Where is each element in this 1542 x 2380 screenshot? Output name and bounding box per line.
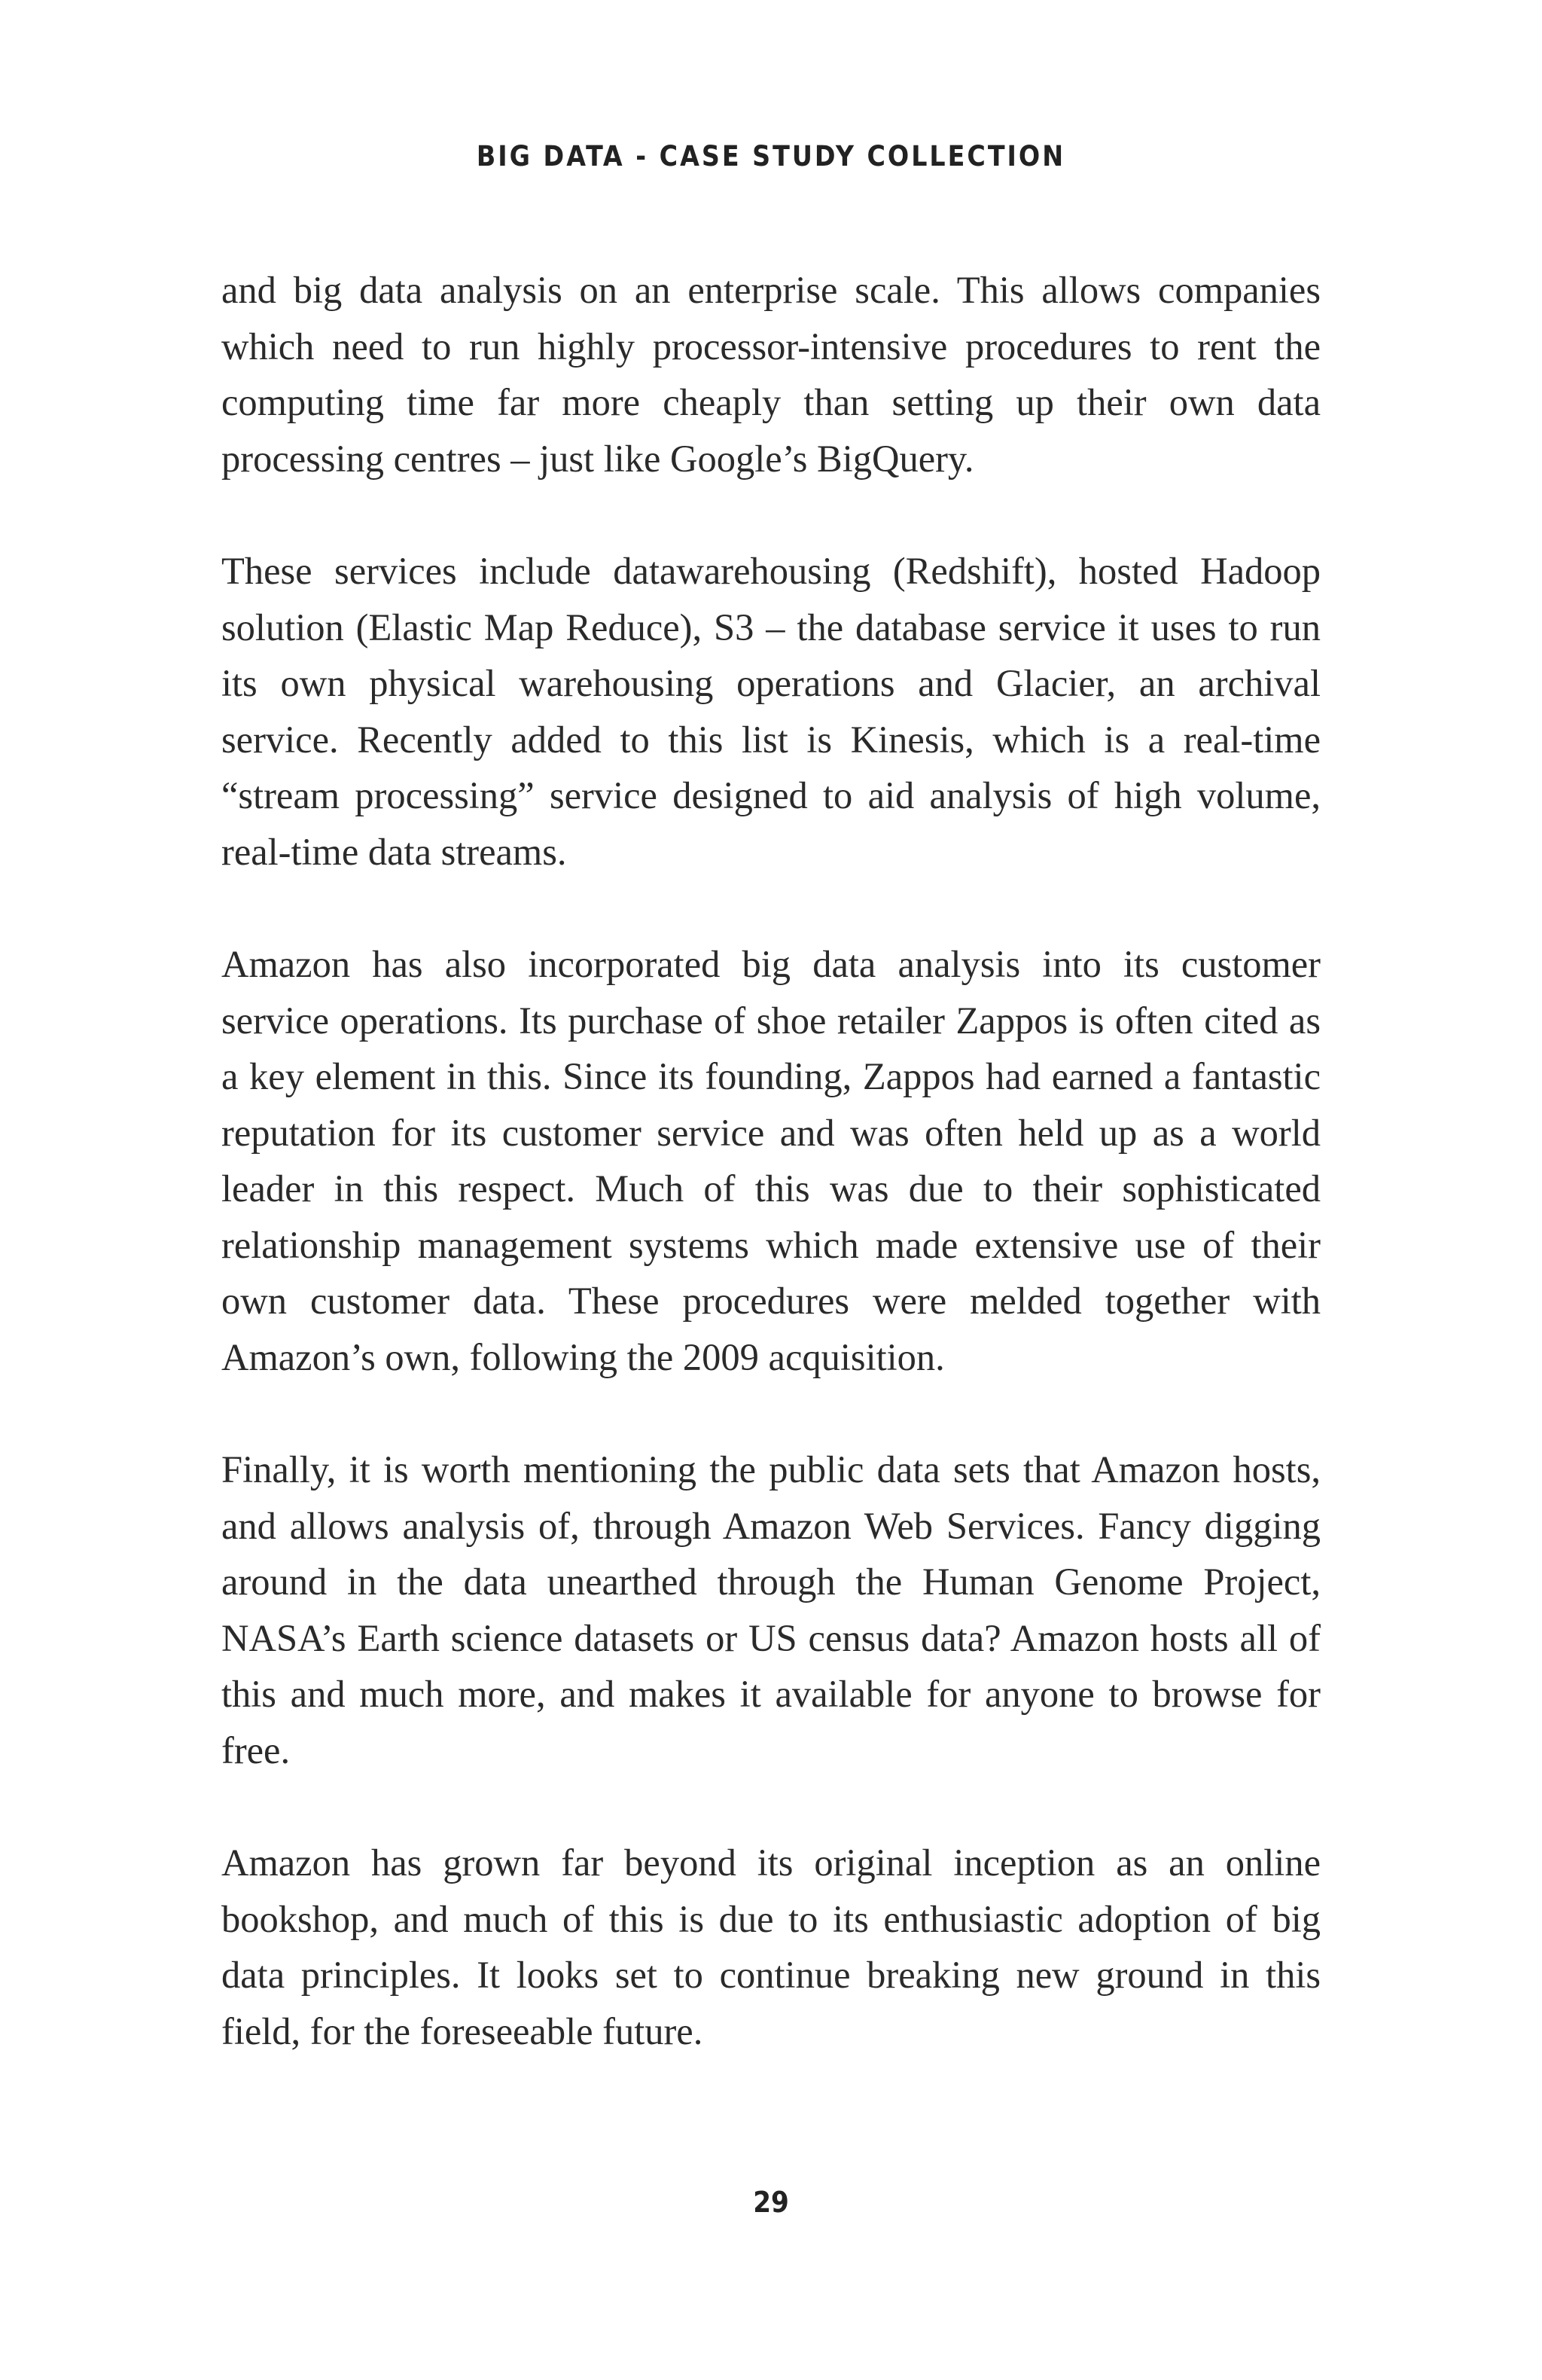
paragraph-5: Amazon has grown far beyond its original inception as an online bookshop, and much of this is due to its enthusiastic adoption of big data principles. It looks set to continue breaking new ground in this field, for the foreseeable future.: [221, 1841, 1321, 2052]
page-number: 29: [753, 2186, 789, 2219]
paragraph-2: These services include datawarehousing (Redshift), hosted Hadoop solution (Elastic Map Reduce), S3 – the database service it uses to run its own physical warehousing operations and Glacier, an archival service. Recently added to this list is Kinesis, which is a real-time “stream processing” service designed to aid analysis of high volume, real-time data streams.: [221, 550, 1321, 873]
paragraph-1: and big data analysis on an enterprise scale. This allows companies which need to run highly processor-intensive procedures to rent the computing time far more cheaply than setting up their own data processing centres – just like Google’s BigQuery.: [221, 269, 1321, 480]
paragraph-4: Finally, it is worth mentioning the public data sets that Amazon hosts, and allows analysis of, through Amazon Web Services. Fancy digging around in the data unearthed through the Human Genome Project, NASA’s Earth science datasets or US census data? Amazon hosts all of this and much more, and makes it available for anyone to browse for free.: [221, 1448, 1321, 1771]
paragraph-3: Amazon has also incorporated big data analysis into its customer service operations. Its purchase of shoe retailer Zappos is often cited as a key element in this. Since its founding, Zappos had earned a fantastic reputation for its customer service and was often held up as a world leader in this respect. Much of this was due to their sophisticated relationship management systems which made extensive use of their own customer data. These procedures were melded together with Amazon’s own, following the 2009 acquisition.: [221, 943, 1321, 1378]
running-header: BIG DATA - CASE STUDY COLLECTION: [476, 140, 1066, 172]
body-text: [221, 262, 1321, 2059]
